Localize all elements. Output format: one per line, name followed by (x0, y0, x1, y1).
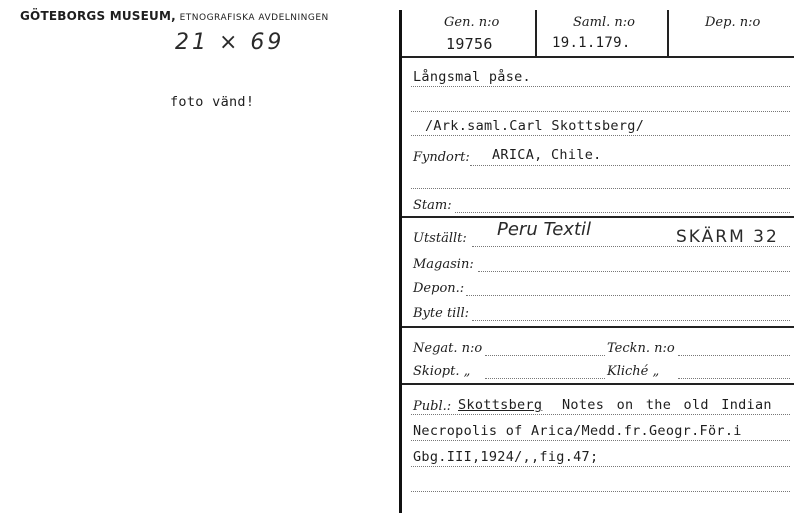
gen-no-value: 19756 (446, 35, 493, 53)
dotted-line (485, 355, 605, 356)
header-divider-2 (667, 10, 669, 56)
dotted-line (411, 491, 790, 492)
dep-no-label: Dep. n:o (705, 15, 761, 30)
dotted-line (470, 165, 790, 166)
collection-text: /Ark.saml.Carl Skottsberg/ (425, 118, 645, 134)
byte-till-label: Byte till: (413, 306, 470, 321)
negat-no-label: Negat. n:o (413, 341, 483, 356)
fyndort-value: ARICA, Chile. (492, 147, 602, 163)
publ-label: Publ.: (413, 399, 452, 414)
depon-label: Depon.: (413, 281, 465, 296)
dotted-line (472, 246, 790, 247)
dotted-line (466, 295, 790, 296)
magasin-label: Magasin: (413, 257, 474, 272)
dotted-line (455, 212, 790, 213)
publ-title-line1: Notes on the old Indian (562, 397, 772, 413)
kliche-label: Kliché „ (607, 364, 660, 379)
publ-title-line2: Necropolis of Arica/Medd.fr.Geogr.För.i (413, 423, 742, 439)
teckn-no-label: Teckn. n:o (607, 341, 675, 356)
section-rule (402, 326, 794, 328)
museum-name: GÖTEBORGS MUSEUM, (20, 9, 176, 23)
dotted-line (678, 378, 790, 379)
section-rule (402, 383, 794, 385)
fyndort-label: Fyndort: (413, 150, 470, 165)
handwritten-dimensions: 21 × 69 (175, 30, 285, 55)
header-bottom-rule (402, 56, 794, 58)
dotted-line (411, 86, 790, 87)
skiopt-label: Skiopt. „ (413, 364, 471, 379)
gen-no-label: Gen. n:o (444, 15, 500, 30)
utstallt-handwritten: Peru Textil (497, 219, 592, 240)
museum-header (20, 9, 329, 23)
publ-author: Skottsberg (458, 397, 543, 413)
header-divider-1 (535, 10, 537, 56)
card-left-border (399, 10, 402, 513)
screen-number: SKÄRM 32 (676, 227, 779, 247)
dotted-line (478, 271, 790, 272)
dotted-line (411, 414, 790, 415)
photo-note: foto vänd! (170, 94, 255, 110)
saml-no-label: Saml. n:o (573, 15, 635, 30)
dotted-line (411, 466, 790, 467)
dotted-line (411, 135, 790, 136)
dotted-line (678, 355, 790, 356)
publ-title-line3: Gbg.III,1924/,,fig.47; (413, 449, 599, 465)
dotted-line (411, 188, 790, 189)
object-title: Långsmal påse. (413, 69, 531, 85)
department-name: ETNOGRAFISKA AVDELNINGEN (179, 13, 329, 23)
dotted-line (411, 111, 790, 112)
dotted-line (485, 378, 605, 379)
saml-no-value: 19.1.179. (552, 35, 631, 51)
stam-label: Stam: (413, 198, 452, 213)
dotted-line (411, 440, 790, 441)
dotted-line (472, 320, 790, 321)
section-rule (402, 216, 794, 218)
utstallt-label: Utställt: (413, 231, 467, 246)
